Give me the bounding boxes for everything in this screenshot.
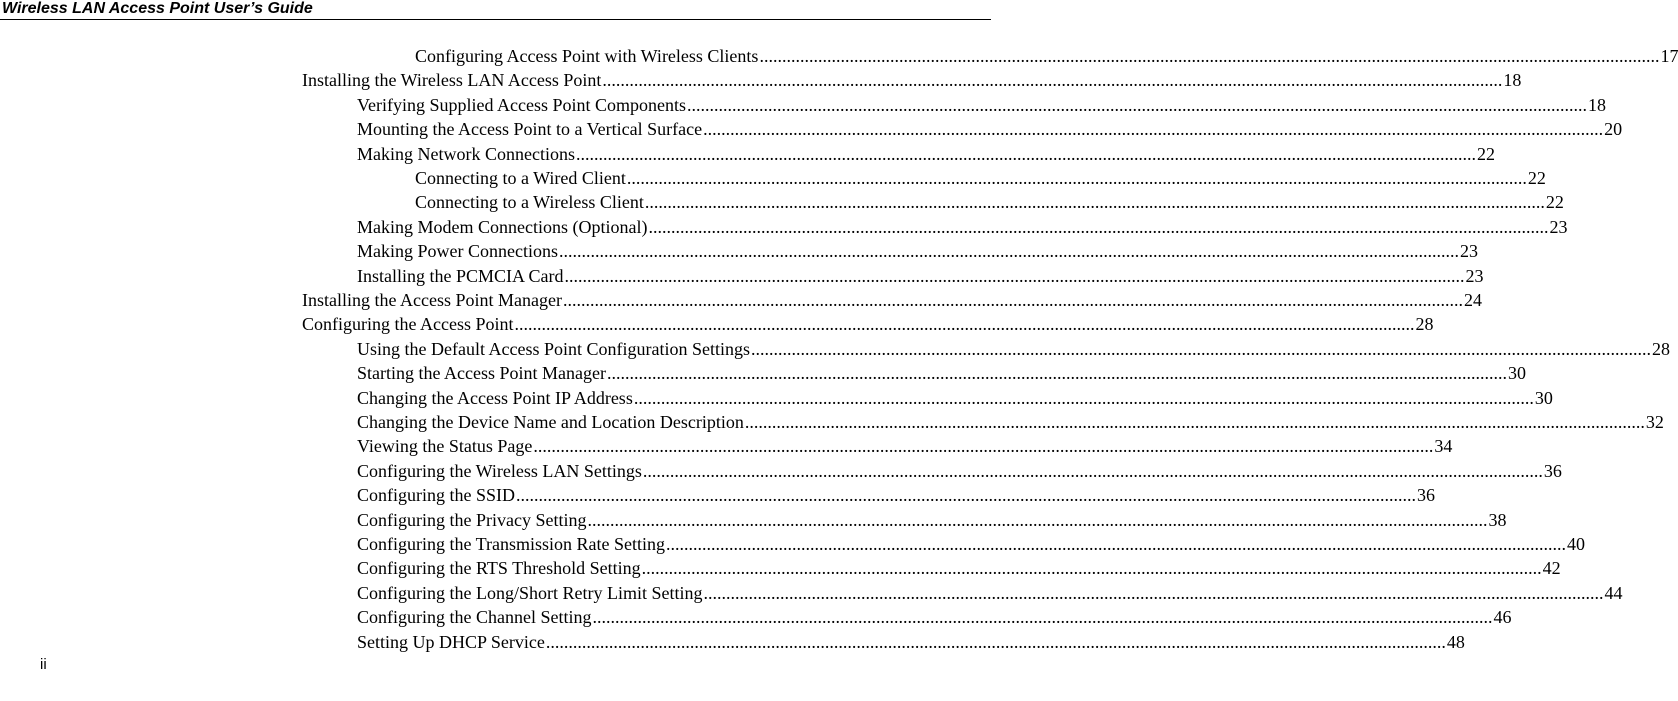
dot-leader: ........................................................................................................................................................................................................ (545, 631, 1446, 652)
toc-entry-page: 28 (1651, 338, 1670, 359)
toc-entry-title: Making Power Connections (357, 241, 558, 262)
toc-entry[interactable] (357, 409, 1664, 433)
toc-entry-title: Configuring the Access Point (302, 314, 514, 335)
toc-entry-page: 38 (1488, 509, 1507, 530)
toc-entry-title: Configuring the Wireless LAN Settings (357, 460, 642, 481)
toc-entry-page: 18 (1503, 70, 1522, 91)
toc-entry[interactable] (302, 67, 1522, 91)
toc-entry-page: 44 (1604, 582, 1623, 603)
toc-entry[interactable] (357, 336, 1670, 360)
dot-leader: ........................................................................................................................................................................................................ (744, 412, 1645, 432)
toc-entry[interactable] (302, 287, 1482, 311)
toc-entry-title: Installing the Access Point Manager (302, 290, 562, 310)
dot-leader: ........................................................................................................................................................................................................ (703, 119, 1604, 140)
dot-leader: ........................................................................................................................................................................................................ (750, 338, 1651, 359)
dot-leader: ........................................................................................................................................................................................................ (533, 436, 1434, 457)
toc-entry-title: Changing the Access Point IP Address (357, 387, 633, 408)
toc-entry-title: Configuring the Channel Setting (357, 607, 592, 628)
toc-entry-page: 23 (1549, 216, 1568, 237)
toc-entry[interactable] (357, 116, 1623, 140)
toc-entry[interactable] (357, 214, 1568, 238)
toc-entry[interactable] (357, 604, 1512, 628)
toc-entry-title: Verifying Supplied Access Point Components (357, 94, 686, 115)
dot-leader: ........................................................................................................................................................................................................ (558, 241, 1459, 262)
toc-entry-page: 32 (1645, 412, 1664, 432)
toc-entry[interactable] (415, 43, 1678, 67)
toc-entry-page: 17 (1660, 46, 1678, 66)
toc-entry-title: Using the Default Access Point Configuration Settings (357, 338, 750, 359)
dot-leader: ........................................................................................................................................................................................................ (516, 485, 1417, 506)
toc-entry-title: Starting the Access Point Manager (357, 363, 606, 384)
dot-leader: ........................................................................................................................................................................................................ (642, 460, 1543, 481)
toc-entry-page: 34 (1434, 436, 1453, 457)
toc-entry[interactable] (357, 555, 1561, 579)
toc-entry[interactable] (357, 458, 1562, 482)
dot-leader: ........................................................................................................................................................................................................ (641, 558, 1542, 579)
dot-leader: ........................................................................................................................................................................................................ (587, 509, 1488, 530)
dot-leader: ........................................................................................................................................................................................................ (644, 192, 1545, 213)
running-header-title: Wireless LAN Access Point User’s Guide (2, 0, 313, 17)
toc-entry-page: 23 (1465, 265, 1484, 286)
toc-entry-page: 42 (1542, 558, 1561, 579)
toc-entry-page: 22 (1527, 168, 1546, 188)
toc-entry-page: 46 (1493, 607, 1512, 628)
dot-leader: ........................................................................................................................................................................................................ (562, 290, 1463, 310)
toc-entry[interactable] (357, 482, 1436, 506)
toc-entry-title: Connecting to a Wireless Client (415, 192, 644, 213)
toc-entry-title: Configuring the SSID (357, 485, 516, 506)
toc-entry-page: 22 (1545, 192, 1564, 213)
toc-entry[interactable] (357, 238, 1478, 262)
toc-entry-title: Making Modem Connections (Optional) (357, 216, 648, 237)
dot-leader: ........................................................................................................................................................................................................ (633, 387, 1534, 408)
toc-entry-page: 36 (1543, 460, 1562, 481)
toc-entry-title: Configuring the Transmission Rate Setting (357, 534, 666, 554)
toc-entry[interactable] (357, 580, 1623, 604)
toc-entry[interactable] (415, 189, 1564, 213)
toc-entry-title: Changing the Device Name and Location Description (357, 412, 744, 432)
toc-entry-page: 20 (1604, 119, 1623, 140)
page-number: ii (40, 656, 47, 673)
toc-entry-title: Configuring Access Point with Wireless Clients (415, 46, 759, 66)
toc-entry-page: 28 (1415, 314, 1434, 335)
dot-leader: ........................................................................................................................................................................................................ (606, 363, 1507, 384)
toc-entry[interactable] (357, 507, 1507, 531)
toc-entry[interactable] (357, 531, 1586, 555)
header-rule (0, 19, 991, 20)
toc-entry-title: Installing the PCMCIA Card (357, 265, 564, 286)
toc-entry-page: 48 (1446, 631, 1465, 652)
toc-entry[interactable] (357, 385, 1553, 409)
toc-entry-page: 30 (1507, 363, 1526, 384)
toc-entry[interactable] (357, 360, 1526, 384)
dot-leader: ........................................................................................................................................................................................................ (514, 314, 1415, 335)
dot-leader: ........................................................................................................................................................................................................ (626, 168, 1527, 188)
toc-entry[interactable] (357, 263, 1484, 287)
toc-entry-title: Connecting to a Wired Client (415, 168, 626, 188)
toc-entry-title: Configuring the RTS Threshold Setting (357, 558, 641, 579)
dot-leader: ........................................................................................................................................................................................................ (592, 607, 1493, 628)
toc-entry-title: Mounting the Access Point to a Vertical Surface (357, 119, 703, 140)
dot-leader: ........................................................................................................................................................................................................ (564, 265, 1465, 286)
dot-leader: ........................................................................................................................................................................................................ (703, 582, 1604, 603)
toc-entry-title: Setting Up DHCP Service (357, 631, 545, 652)
toc-entry-title: Configuring the Privacy Setting (357, 509, 587, 530)
toc-entry[interactable] (357, 433, 1453, 457)
toc-entry[interactable] (357, 141, 1495, 165)
toc-entry[interactable] (357, 629, 1465, 653)
toc-entry-page: 23 (1459, 241, 1478, 262)
dot-leader: ........................................................................................................................................................................................................ (759, 46, 1660, 66)
dot-leader: ........................................................................................................................................................................................................ (686, 94, 1587, 115)
dot-leader: ........................................................................................................................................................................................................ (575, 143, 1476, 164)
toc-entry-page: 36 (1417, 485, 1436, 506)
toc-entry-title: Making Network Connections (357, 143, 575, 164)
toc-entry[interactable] (415, 165, 1546, 189)
toc-entry[interactable] (302, 311, 1434, 335)
toc-entry[interactable] (357, 92, 1606, 116)
toc-entry-title: Installing the Wireless LAN Access Point (302, 70, 602, 91)
toc-entry-page: 24 (1463, 290, 1482, 310)
toc-entry-page: 30 (1534, 387, 1553, 408)
toc-entry-title: Viewing the Status Page (357, 436, 533, 457)
dot-leader: ........................................................................................................................................................................................................ (648, 216, 1549, 237)
dot-leader: ........................................................................................................................................................................................................ (602, 70, 1503, 91)
toc-entry-title: Configuring the Long/Short Retry Limit Setting (357, 582, 703, 603)
toc-entry-page: 18 (1587, 94, 1606, 115)
toc-entry-page: 22 (1476, 143, 1495, 164)
dot-leader: ........................................................................................................................................................................................................ (666, 534, 1567, 554)
toc-entry-page: 40 (1567, 534, 1586, 554)
